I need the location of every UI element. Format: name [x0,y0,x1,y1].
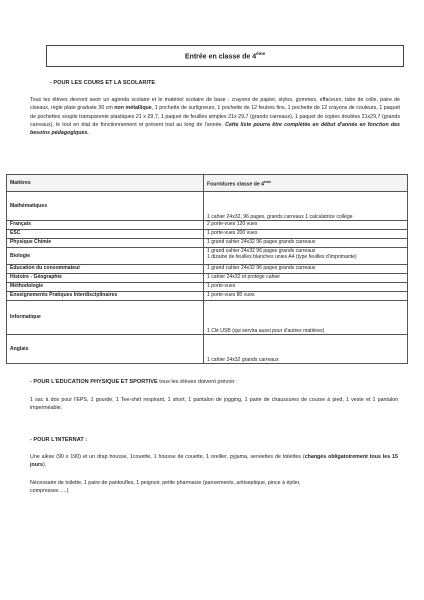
subject-cell: Enseignements Pratiques Interdisciplinaires [7,292,204,301]
supplies-cell [204,192,408,221]
boarding-heading: - POUR L'INTERNAT : [30,437,88,443]
supplies-cell [204,230,408,239]
supplies-table [6,174,408,364]
table-row [7,335,408,364]
supplies-cell [204,221,408,230]
table-row [7,265,408,274]
supply-item: 1 cahier 24x32 grands carreaux [207,356,279,363]
toiletries-paragraph: Nécessaire de toilette, 1 paire de pantoufles, 1 peignoir, petite pharmacie (pansements, antiseptique, pince à épiler, compresses ….) [30,480,301,495]
sport-paragraph: 1 sac à dos pour l'EPS, 1 gourde, 1 Tee-shirt respirant, 1 short, 1 pantalon de jogging, 1 paire de chaussures de course à pied, 1 veste et 1 pantalon imperméable. [30,397,398,412]
page-title-box [46,45,404,67]
table-row [7,301,408,335]
supply-item: 2 porte-vues 120 vues [207,221,258,227]
table-row [7,248,408,265]
header-subject: Matières [7,175,204,192]
supply-item: 1 porte-vues 200 vues [207,230,258,236]
supply-item: 1 grand cahier 24x32 96 pages grands carreaux [207,248,316,254]
subject-cell: Education du consommateur [7,265,204,274]
subject-cell: Méthodologie [7,283,204,292]
subject-cell: Histoire - Géographie [7,274,204,283]
supplies-cell [204,265,408,274]
table-row [7,221,408,230]
courses-paragraph: Tous les élèves devront avoir un agenda scolaire et le matériel scolaire de base : crayons de papier, stylos, gommes, effaceurs, tube de colle, paire de ciseaux, règle plate graduée 30 cm non métallique, 1 pochette de surligneurs, 1 pochette de 12 feutres fins, 1 pochette de 12 crayons de couleurs, 1 paquet de pochettes souple transparente plastiques 21 x 29,7, 1 paquet de feuilles simples 21x 29,7 (grands carreaux), 1 paquet de copies doubles 21x29,7 (grands carreaux), le tout en état de fonctionnement et présent tout au long de l'année. Cette liste pourra être complétée en début d'année en fonction des besoins pédagogiques. [30,97,400,137]
supplies-cell [204,239,408,248]
supplies-cell [204,283,408,292]
courses-heading: - POUR LES COURS ET LA SCOLARITE [50,80,156,86]
subject-cell: Physique Chimie [7,239,204,248]
supplies-cell [204,301,408,335]
supply-item: 1 cahier 24x32, 96 pages, grands carreaux 1 calculatrice collège [207,213,353,220]
table-row [7,230,408,239]
subject-cell: Anglais [7,335,204,364]
subject-cell: Français [7,221,204,230]
subject-cell: ESC [7,230,204,239]
table-row [7,274,408,283]
subject-cell: Biologie [7,248,204,265]
supplies-cell [204,335,408,364]
supply-item: 1 cahier 24x32 et protège cahier [207,274,281,280]
table-row [7,192,408,221]
supplies-cell [204,292,408,301]
page-title: Entrée en classe de 4ème [184,51,266,61]
supplies-cell [204,248,408,265]
table-row [7,283,408,292]
supply-item: 1 porte-vues [207,283,236,289]
supplies-cell [204,274,408,283]
boarding-paragraph: Une alèse (90 x 190) et un drap housse, 1couette, 1 housse de couette, 1 oreiller, pyjama, serviettes de toilettes (changés obligatoirement tous les 15 jours). [30,454,398,469]
subject-cell: Mathématiques [7,192,204,221]
subject-cell: Informatique [7,301,204,335]
supply-item: 1 grand cahier 24x32 96 pages grands carreaux [207,265,316,271]
table-row [7,239,408,248]
header-supplies: Fournitures classe de 4ème [204,175,408,192]
supply-item: 1 grand cahier 24x32 96 pages grands carreaux [207,239,316,245]
supply-item: 1 dizaine de feuilles blanches unies A4 (type feuilles d'imprimante) [207,254,357,261]
supply-item: 1 porte-vues 80 vues [207,292,255,298]
sport-heading: - POUR L'EDUCATION PHYSIQUE ET SPORTIVE tous les élèves doivent prévoir : [30,379,238,385]
table-row [7,292,408,301]
supply-item: 1 Clé USB (qui servira aussi pour d'autres matières) [207,327,325,334]
